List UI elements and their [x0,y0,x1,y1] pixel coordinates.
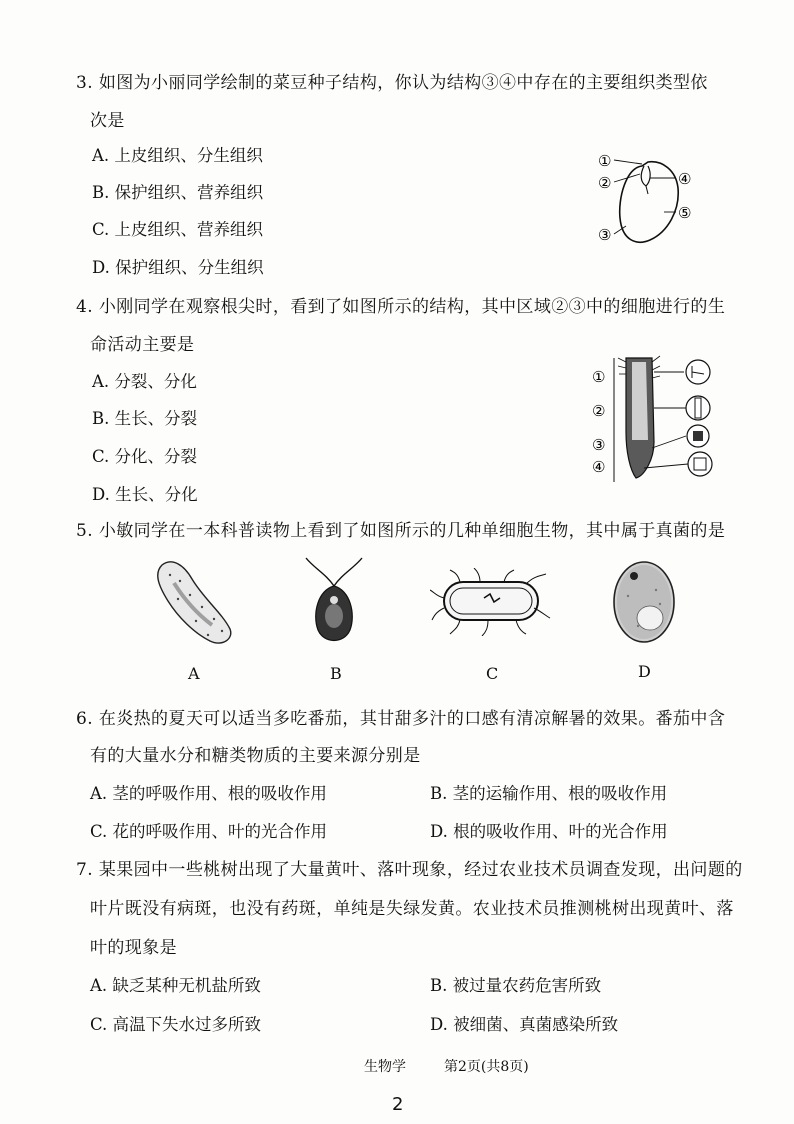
root-label-1: ① [592,368,606,386]
q7-option-c: C. 高温下失水过多所致 [90,1015,262,1034]
caption-d: D [638,662,651,681]
q3-option-b: B. 保护组织、营养组织 [92,183,264,202]
seed-label-1: ① [598,152,612,170]
q3-option-c: C. 上皮组织、营养组织 [92,220,264,239]
q4-option-a: A. 分裂、分化 [92,372,197,391]
q6-stem-line1: 6. 在炎热的夏天可以适当多吃番茄，其甘甜多汁的口感有清凉解暑的效果。番茄中含 [76,709,726,729]
q6-option-c: C. 花的呼吸作用、叶的光合作用 [90,822,328,841]
chlamydomonas-figure [296,556,372,648]
seed-label-2: ② [598,174,612,192]
bacterium-figure [430,568,552,636]
q6-option-d: D. 根的吸收作用、叶的光合作用 [430,822,668,841]
seed-label-5: ⑤ [678,204,692,222]
q3-stem-line2: 次是 [90,111,125,131]
bean-seed-figure [596,148,706,250]
q7-stem-line3: 叶的现象是 [90,938,177,958]
q4-stem-line1: 4. 小刚同学在观察根尖时，看到了如图所示的结构，其中区域②③中的细胞进行的生 [76,297,726,317]
q7-option-b: B. 被过量农药危害所致 [430,976,602,995]
q4-stem-line2: 命活动主要是 [90,335,195,355]
caption-a: A [188,664,200,683]
page-number: 2 [392,1094,404,1115]
caption-b: B [330,664,342,683]
seed-label-3: ③ [598,226,612,244]
q4-option-c: C. 分化、分裂 [92,447,198,466]
q7-stem-line1: 7. 某果园中一些桃树出现了大量黄叶、落叶现象，经过农业技术员调查发现，出问题的 [76,860,743,880]
q7-stem-line2: 叶片既没有病斑，也没有药斑，单纯是失绿发黄。农业技术员推测桃树出现黄叶、落 [90,899,734,919]
q6-stem-line2: 有的大量水分和糖类物质的主要来源分别是 [90,746,421,766]
q7-option-a: A. 缺乏某种无机盐所致 [90,976,261,995]
caption-c: C [486,664,499,683]
q7-option-d: D. 被细菌、真菌感染所致 [430,1015,619,1034]
q4-option-b: B. 生长、分裂 [92,409,198,428]
root-label-3: ③ [592,436,606,454]
paramecium-figure [150,555,240,647]
q4-option-d: D. 生长、分化 [92,485,198,504]
q5-stem-line1: 5. 小敏同学在一本科普读物上看到了如图所示的几种单细胞生物，其中属于真菌的是 [76,521,726,541]
q6-option-b: B. 茎的运输作用、根的吸收作用 [430,784,668,803]
seed-label-4: ④ [678,170,692,188]
root-tip-figure [592,352,724,484]
q6-option-a: A. 茎的呼吸作用、根的吸收作用 [90,784,327,803]
root-label-2: ② [592,402,606,420]
q3-option-a: A. 上皮组织、分生组织 [92,146,263,165]
footer-page-info: 第2页(共8页) [444,1059,529,1075]
yeast-figure [608,556,680,646]
footer-subject: 生物学 [364,1059,406,1075]
root-label-4: ④ [592,458,606,476]
q3-stem-line1: 3. 如图为小丽同学绘制的菜豆种子结构，你认为结构③④中存在的主要组织类型依 [76,73,708,93]
q3-option-d: D. 保护组织、分生组织 [92,258,264,277]
